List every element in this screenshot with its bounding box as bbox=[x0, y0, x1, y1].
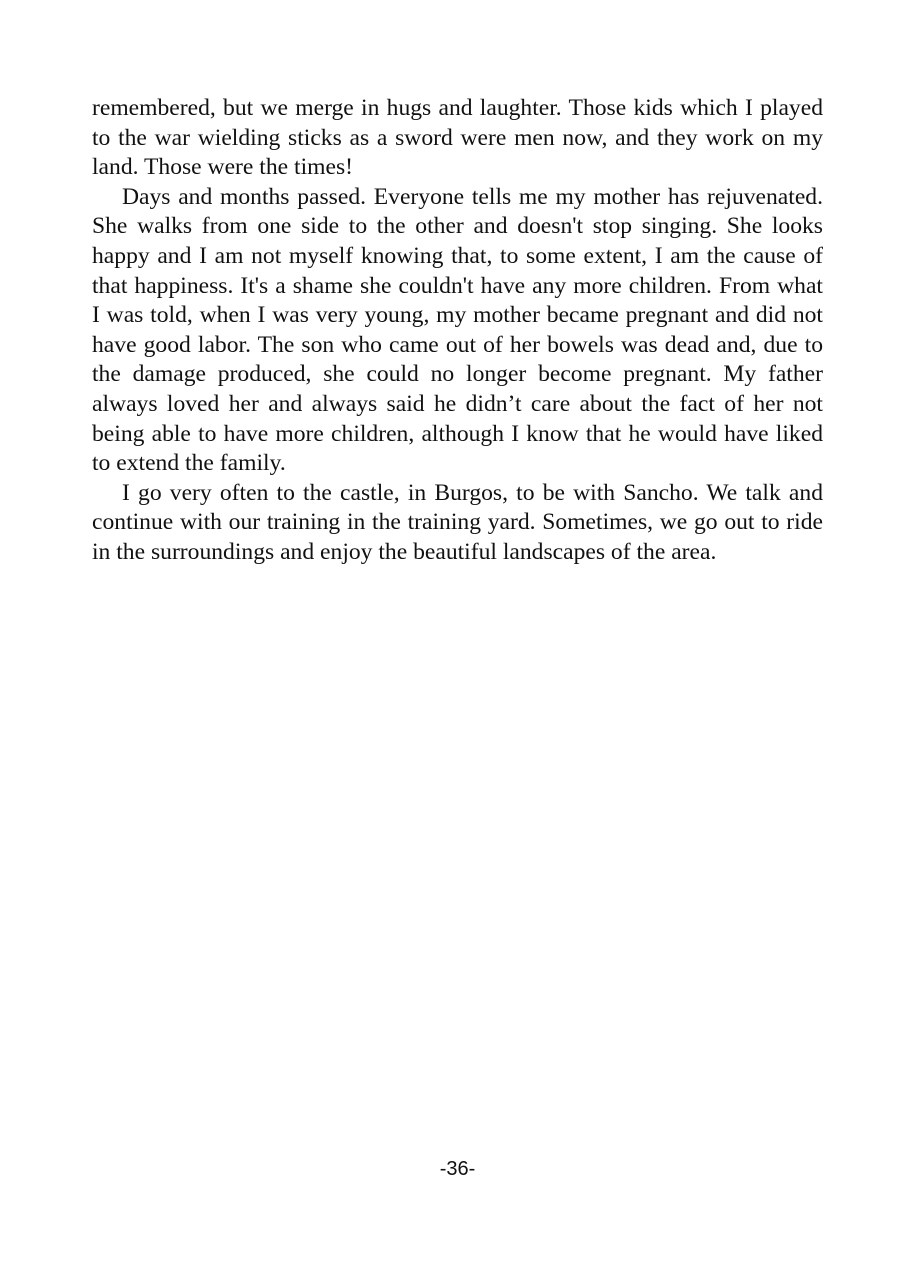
paragraph-castle-burgos: I go very often to the castle, in Burgos, to be with Sancho. We talk and continue with our training in the training yard. Sometimes, we go out to ride in the surroundings and enjoy the beautiful landscapes of the area. bbox=[92, 479, 823, 565]
paragraph-mother-rejuvenated: Days and months passed. Everyone tells me my mother has rejuvenated. She walks from one side to the other and doesn't stop singing. She looks happy and I am not myself knowing that, to some extent, I am the cause of that happiness. It's a shame she couldn't have any more children. From what I was told, when I was very young, my mother became pregnant and did not have good labor. The son who came out of her bowels was dead and, due to the damage produced, she could no longer become pregnant. My father always loved her and always said he didn’t care about the fact of her not being able to have more children, although I know that he would have liked to extend the family. bbox=[92, 183, 823, 477]
paragraph-continuation: remembered, but we merge in hugs and laughter. Those kids which I played to the war wielding sticks as a sword were men now, and they work on my land. Those were the times! bbox=[92, 95, 823, 181]
body-text bbox=[92, 94, 823, 568]
page-number: -36- bbox=[439, 1158, 476, 1180]
